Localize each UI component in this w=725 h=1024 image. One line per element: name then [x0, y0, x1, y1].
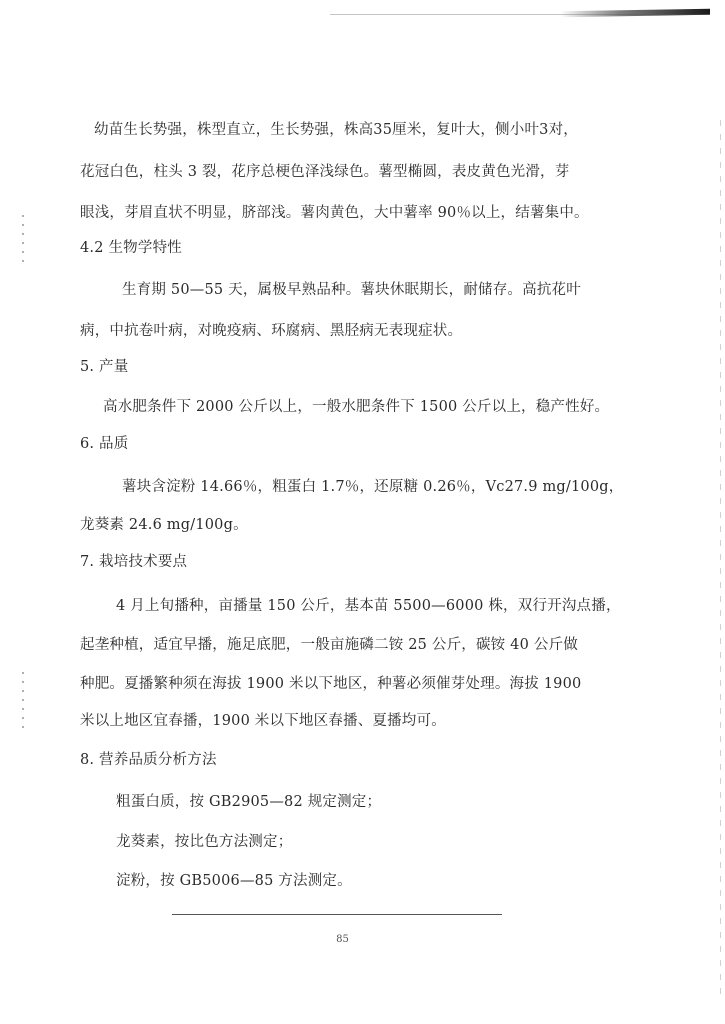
scan-edge-top: [560, 9, 710, 18]
body-line-4: 生育期 50—55 天，属极早熟品种。薯块休眠期长，耐储存。高抗花叶: [122, 282, 581, 298]
body-line-6: 高水肥条件下 2000 公斤以上，一般水肥条件下 1500 公斤以上，稳产性好。: [103, 399, 610, 415]
section-heading-7: 7. 栽培技术要点: [80, 554, 188, 570]
body-line-2: 花冠白色，柱头 3 裂，花序总梗色泽浅绿色。薯型椭圆，表皮黄色光滑，芽: [80, 164, 570, 180]
scan-marks-left-lower: [22, 672, 24, 732]
method-line-2: 龙葵素，按比色方法测定；: [116, 834, 293, 850]
scan-edge-right: [720, 120, 721, 1000]
body-line-1: 幼苗生长势强，株型直立，生长势强，株高35厘米，复叶大，侧小叶3对，: [94, 122, 578, 138]
footer-rule: [172, 914, 502, 915]
section-heading-6: 6. 品质: [80, 436, 129, 452]
method-line-3: 淀粉，按 GB5006—85 方法测定。: [116, 873, 352, 889]
section-heading-8: 8. 营养品质分析方法: [80, 752, 217, 768]
method-line-1: 粗蛋白质，按 GB2905—82 规定测定；: [116, 794, 382, 810]
page-number: 85: [336, 934, 349, 945]
body-line-5: 病，中抗卷叶病，对晚疫病、环腐病、黑胫病无表现症状。: [80, 323, 463, 339]
section-heading-4-2: 4.2 生物学特性: [80, 240, 182, 256]
body-line-7: 薯块含淀粉 14.66％，粗蛋白 1.7％，还原糖 0.26％，Vc27.9 mg/100g，: [122, 479, 624, 495]
section-heading-5: 5. 产量: [80, 359, 129, 375]
scan-marks-left-upper: [22, 215, 24, 265]
body-line-12: 米以上地区宜春播，1900 米以下地区春播、夏播均可。: [80, 713, 446, 729]
body-line-8: 龙葵素 24.6 mg/100g。: [80, 517, 248, 533]
body-line-11: 种肥。夏播繁种须在海拔 1900 米以下地区，种薯必须催芽处理。海拔 1900: [80, 676, 582, 692]
body-line-9: 4 月上旬播种，亩播量 150 公斤，基本苗 5500—6000 株，双行开沟点播，: [116, 598, 621, 614]
scan-edge-top-line: [330, 14, 710, 15]
body-line-10: 起垄种植，适宜早播，施足底肥，一般亩施磷二铵 25 公斤，碳铵 40 公斤做: [80, 637, 578, 653]
body-line-3: 眼浅，芽眉直状不明显，脐部浅。薯肉黄色，大中薯率 90％以上，结薯集中。: [80, 205, 589, 221]
